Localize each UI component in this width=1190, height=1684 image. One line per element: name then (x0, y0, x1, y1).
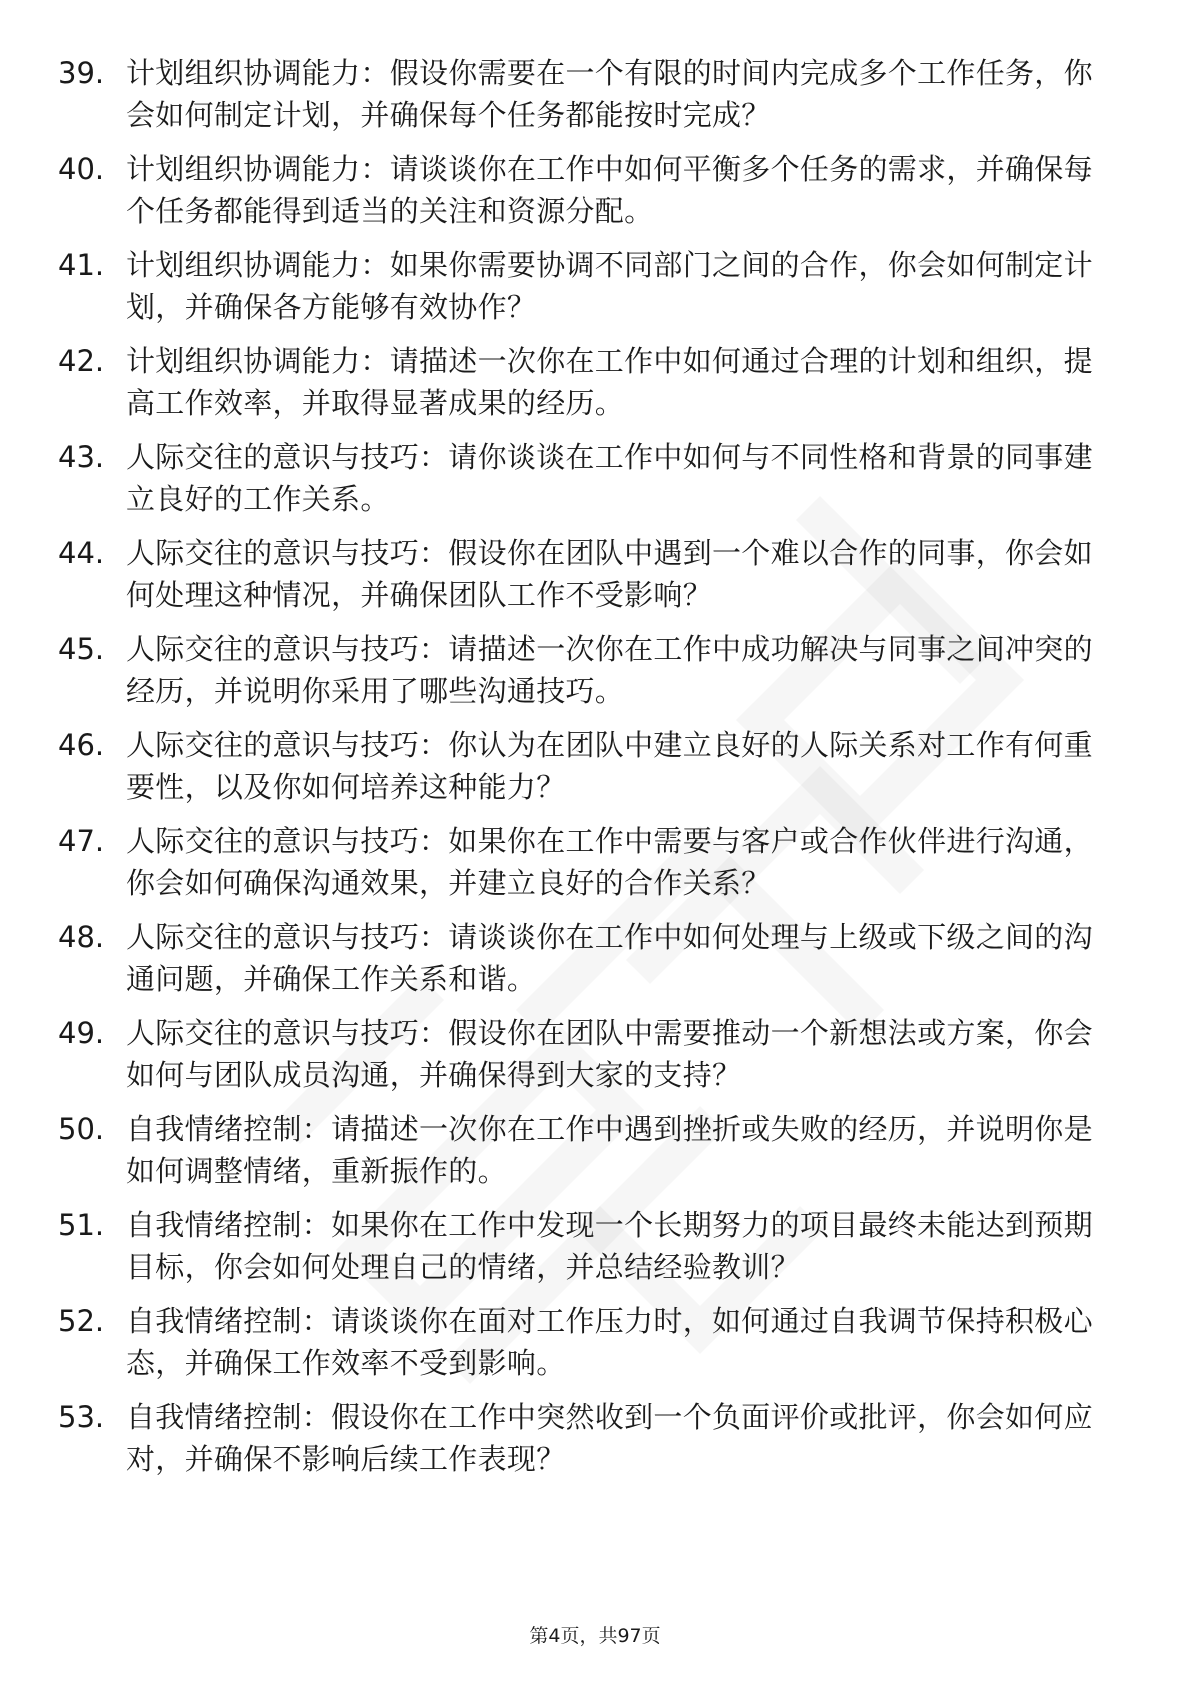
question-list (0, 52, 1190, 1492)
question-item (0, 1012, 1190, 1108)
question-number: 49. (58, 1016, 105, 1050)
question-text: 自我情绪控制：假设你在工作中突然收到一个负面评价或批评，你会如何应对，并确保不影响后续工作表现？ (126, 1400, 1093, 1476)
question-number: 42. (58, 344, 105, 378)
question-item (0, 916, 1190, 1012)
question-number: 45. (58, 632, 105, 666)
question-text: 计划组织协调能力：请谈谈你在工作中如何平衡多个任务的需求，并确保每个任务都能得到适当的关注和资源分配。 (126, 152, 1093, 228)
page-footer (0, 1623, 1190, 1649)
question-number: 50. (58, 1112, 105, 1146)
question-number: 44. (58, 536, 105, 570)
question-number: 52. (58, 1304, 105, 1338)
question-number: 51. (58, 1208, 105, 1242)
question-item (0, 436, 1190, 532)
question-item (0, 628, 1190, 724)
question-item (0, 1396, 1190, 1492)
question-text: 自我情绪控制：如果你在工作中发现一个长期努力的项目最终未能达到预期目标，你会如何处理自己的情绪，并总结经验教训？ (126, 1208, 1093, 1284)
question-item (0, 52, 1190, 148)
question-number: 48. (58, 920, 105, 954)
question-text: 计划组织协调能力：如果你需要协调不同部门之间的合作，你会如何制定计划，并确保各方能够有效协作？ (126, 248, 1093, 324)
question-text: 人际交往的意识与技巧：假设你在团队中遇到一个难以合作的同事，你会如何处理这种情况，并确保团队工作不受影响？ (126, 536, 1093, 612)
question-text: 自我情绪控制：请描述一次你在工作中遇到挫折或失败的经历，并说明你是如何调整情绪，重新振作的。 (126, 1112, 1093, 1188)
question-text: 人际交往的意识与技巧：你认为在团队中建立良好的人际关系对工作有何重要性，以及你如何培养这种能力？ (126, 728, 1093, 804)
question-text: 人际交往的意识与技巧：请你谈谈在工作中如何与不同性格和背景的同事建立良好的工作关系。 (126, 440, 1093, 516)
question-number: 46. (58, 728, 105, 762)
question-item (0, 1300, 1190, 1396)
question-number: 47. (58, 824, 105, 858)
question-text: 自我情绪控制：请谈谈你在面对工作压力时，如何通过自我调节保持积极心态，并确保工作效率不受到影响。 (126, 1304, 1093, 1380)
question-item (0, 820, 1190, 916)
question-number: 41. (58, 248, 105, 282)
question-item (0, 532, 1190, 628)
question-number: 53. (58, 1400, 105, 1434)
page-number-label: 第4页，共97页 (529, 1625, 661, 1647)
question-item (0, 148, 1190, 244)
question-number: 40. (58, 152, 105, 186)
question-text: 人际交往的意识与技巧：假设你在团队中需要推动一个新想法或方案，你会如何与团队成员沟通，并确保得到大家的支持？ (126, 1016, 1093, 1092)
question-number: 39. (58, 56, 105, 90)
question-text: 人际交往的意识与技巧：请描述一次你在工作中成功解决与同事之间冲突的经历，并说明你采用了哪些沟通技巧。 (126, 632, 1093, 708)
question-text: 计划组织协调能力：假设你需要在一个有限的时间内完成多个工作任务，你会如何制定计划，并确保每个任务都能按时完成？ (126, 56, 1093, 132)
question-number: 43. (58, 440, 105, 474)
question-text: 人际交往的意识与技巧：请谈谈你在工作中如何处理与上级或下级之间的沟通问题，并确保工作关系和谐。 (126, 920, 1093, 996)
question-item (0, 244, 1190, 340)
question-item (0, 340, 1190, 436)
question-text: 计划组织协调能力：请描述一次你在工作中如何通过合理的计划和组织，提高工作效率，并取得显著成果的经历。 (126, 344, 1093, 420)
question-text: 人际交往的意识与技巧：如果你在工作中需要与客户或合作伙伴进行沟通，你会如何确保沟通效果，并建立良好的合作关系？ (126, 824, 1093, 900)
question-item (0, 1204, 1190, 1300)
question-item (0, 1108, 1190, 1204)
question-item (0, 724, 1190, 820)
